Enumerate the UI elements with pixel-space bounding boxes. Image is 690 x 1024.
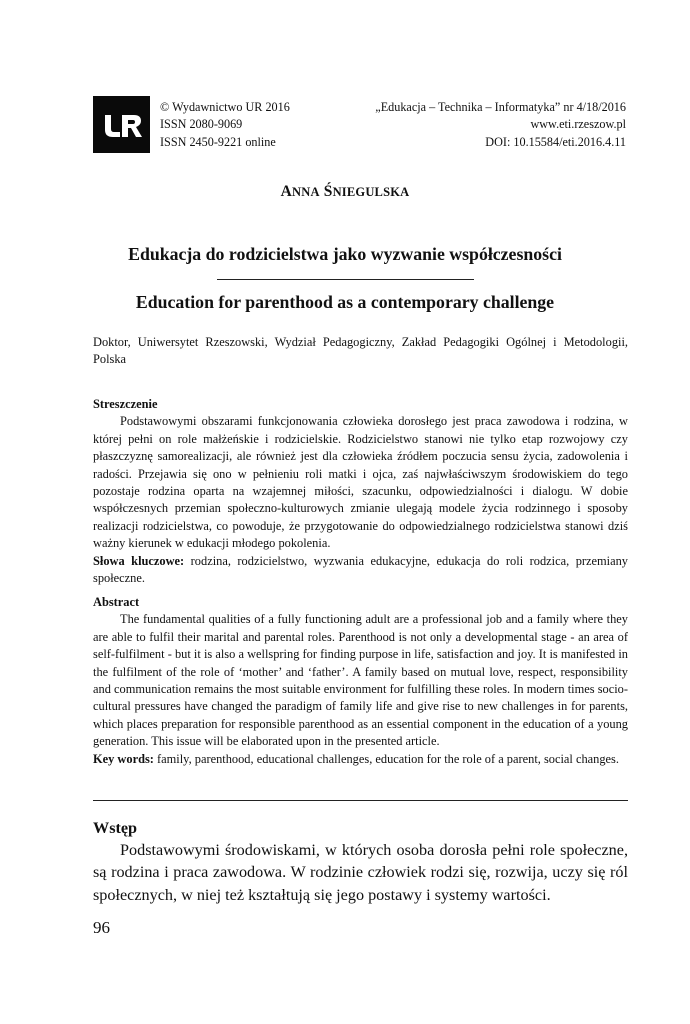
abstract-english-heading: Abstract [93, 595, 140, 609]
abstract-polish-heading: Streszczenie [93, 397, 158, 411]
introduction-body: Podstawowymi środowiskami, w których osoba dorosła pełni role społeczne, są rodzina i praca zawodowa. W rodzinie człowiek rodzi się, rozwija, uczy się ról społecznych, w niej też kształtują się jego postawy i systemy wartości. [93, 841, 628, 904]
title-polish: Edukacja do rodzicielstwa jako wyzwanie współczesności [128, 244, 562, 264]
title-divider [217, 279, 474, 280]
author-last-initial: Ś [323, 183, 333, 200]
keywords-english-text: family, parenthood, educational challenges, education for the role of a parent, social changes. [157, 751, 619, 766]
journal-url-link[interactable]: www.eti.rzeszow.pl [530, 117, 626, 132]
keywords-polish [93, 553, 628, 588]
issn-online-line: ISSN 2450-9221 online [160, 134, 276, 149]
keywords-polish-text: rodzina, rodzicielstwo, wyzwania edukacyjne, edukacja do roli rodzica, przemiany społeczne. [93, 553, 628, 586]
introduction-heading: Wstęp [93, 819, 138, 837]
author-affiliation: Doktor, Uniwersytet Rzeszowski, Wydział Pedagogiczny, Zakład Pedagogiki Ogólnej i Metodologii, Polska [93, 335, 628, 367]
abstract-polish-body: Podstawowymi obszarami funkcjonowania człowieka dorosłego jest praca zawodowa i rodzina, w której pełni on role małżeńskie i rodzicielskie. Rodzicielstwo stanowi nie tylko etap rozwojowy czy płaszczyznę samorealizacji, ale również jest dla człowieka źródłem poczucia sensu życia, zadowolenia i radości. Przejawia się ono w pełnieniu roli matki i ojca, zaś najwłaściwszym środowiskiem do tego pozostaje rodzina oparta na wzajemnej miłości, szacunku, odpowiedzialności i dialogu. W dobie współczesnych przemian społeczno-kulturowych zmianie ulegają modele życia rodzinnego i sposoby realizacji rodzicielstwa, co powoduje, że przygotowanie do odpowiedzialnego rodzicielstwa stanowi dziś ważny kierunek w edukacji młodego pokolenia. [93, 414, 628, 551]
ur-logo-icon [93, 96, 150, 153]
keywords-english-label: Key words: [93, 751, 154, 766]
abstract-polish [93, 396, 628, 587]
author-first-initial: A [280, 183, 292, 200]
page-number: 96 [93, 918, 110, 937]
author-last-rest: NIEGULSKA [332, 185, 410, 199]
publisher-info [160, 99, 290, 151]
journal-name-line: „Edukacja – Technika – Informatyka” nr 4/18/2016 [375, 100, 626, 114]
abstract-english [93, 594, 628, 768]
publisher-line: © Wydawnictwo UR 2016 [160, 100, 290, 114]
section-divider [93, 800, 628, 801]
journal-info [375, 99, 626, 151]
doi-line: DOI: 10.15584/eti.2016.4.11 [485, 134, 626, 149]
author-first-rest: NNA [291, 185, 320, 199]
keywords-polish-label: Słowa kluczowe: [93, 553, 185, 568]
title-english: Education for parenthood as a contemporary challenge [135, 292, 555, 312]
author-name [0, 183, 690, 201]
introduction-section [93, 817, 628, 906]
issn-line: ISSN 2080-9069 [160, 117, 243, 132]
university-logo [93, 96, 150, 153]
keywords-english [93, 751, 628, 768]
abstract-english-body: The fundamental qualities of a fully functioning adult are a professional job and a family where they are able to fulfil their marital and parental roles. Parenthood is not only a developmental stage - an area of self-fulfilment - but it is also a wellspring for finding purpose in life, satisfaction and joy. It is manifested in the fulfilment of the role of ‘mother’ and ‘father’. A family based on mutual love, respect, responsibility and communication remains the most suitable environment for fulfilling these roles. In modern times socio-cultural pressures have changed the paradigm of family life and give rise to new challenges in for parents, which places preparation for responsible parenthood as an essential component in the education of a young generation. This issue will be elaborated upon in the presented article. [93, 612, 628, 749]
